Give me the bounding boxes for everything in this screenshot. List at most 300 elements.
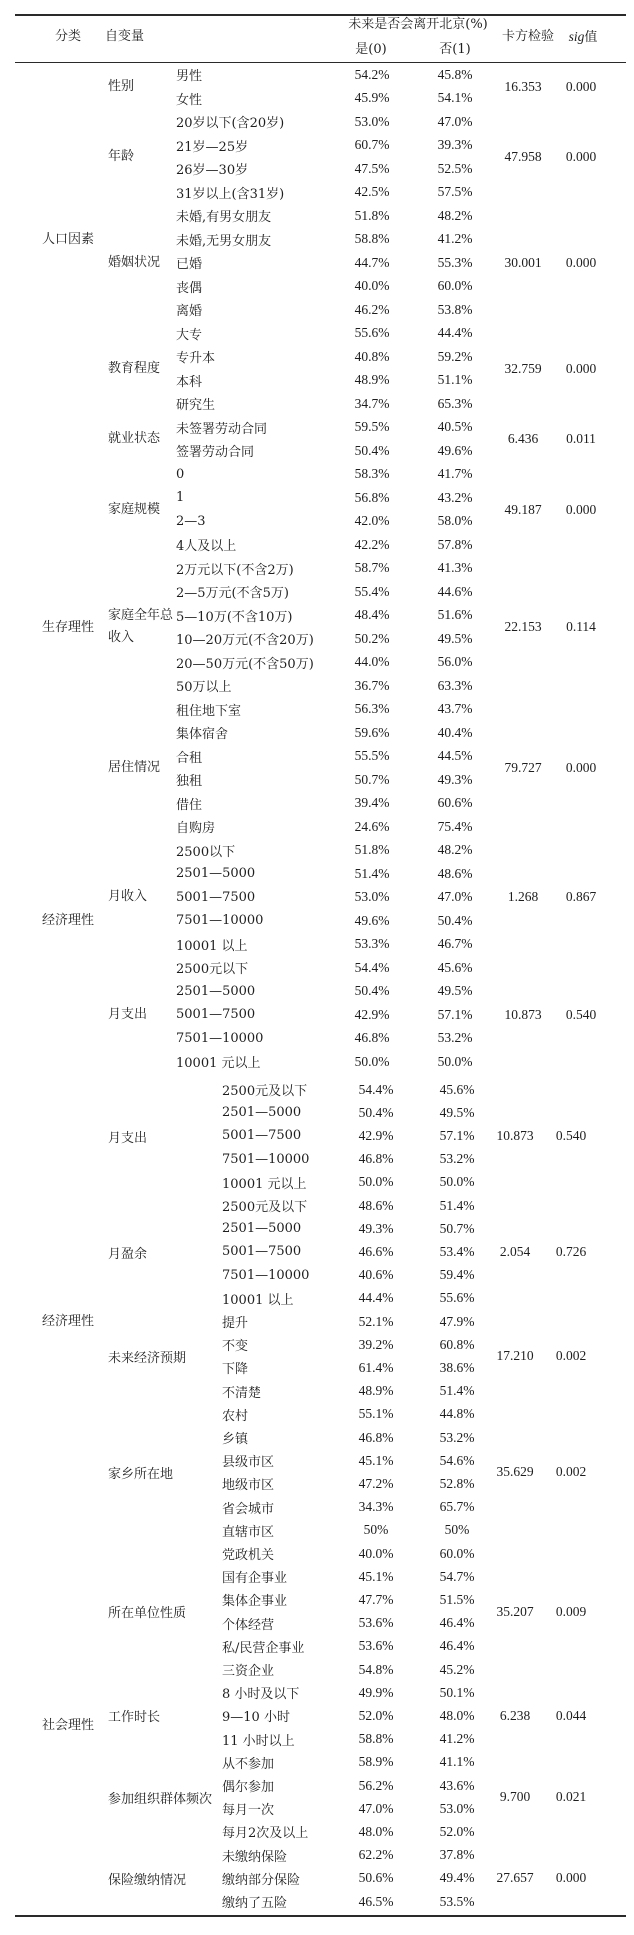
header-sig <box>553 29 613 45</box>
variable-group <box>0 698 634 839</box>
table-row <box>0 1217 634 1240</box>
table-row <box>0 63 634 87</box>
option-label: 未缴纳保险 <box>222 1849 288 1865</box>
leave-no-percent: 51.1% <box>437 372 473 388</box>
chi-square-value: 49.187 <box>504 501 542 517</box>
leave-yes-percent: 47.7% <box>358 1591 394 1607</box>
leave-yes-percent: 49.3% <box>358 1220 394 1236</box>
leave-yes-percent: 61.4% <box>358 1359 394 1375</box>
variable-group <box>0 1844 634 1914</box>
option-label: 11 小时以上 <box>222 1733 295 1749</box>
leave-yes-percent: 53.0% <box>354 889 390 905</box>
leave-no-percent: 39.3% <box>437 137 473 153</box>
option-label: 签署劳动合同 <box>176 445 255 461</box>
sig-value: 0.867 <box>565 889 597 905</box>
option-label: 50万以上 <box>176 680 232 696</box>
option-label: 2万元以下(不含2万) <box>176 562 294 578</box>
table-row <box>0 956 634 980</box>
sig-value: 0.000 <box>565 149 597 164</box>
variable-group <box>0 1078 634 1194</box>
leave-no-percent: 56.0% <box>437 654 473 670</box>
variable-group <box>0 956 634 1074</box>
option-label: 2501—5000 <box>222 1221 302 1237</box>
leave-no-percent: 41.7% <box>437 466 473 482</box>
leave-yes-percent: 51.8% <box>354 207 390 223</box>
leave-no-percent: 50.1% <box>439 1684 475 1700</box>
option-label: 10—20万元(不含20万) <box>176 633 314 649</box>
table-row <box>0 1333 634 1356</box>
option-label: 10001 元以上 <box>176 1056 261 1072</box>
table-row <box>0 1426 634 1449</box>
leave-yes-percent: 58.9% <box>358 1754 394 1770</box>
variable-group <box>0 1542 634 1681</box>
leave-no-percent: 41.2% <box>439 1731 475 1747</box>
table-row <box>0 1171 634 1194</box>
table-row <box>0 839 634 863</box>
table-row <box>0 439 634 463</box>
leave-no-percent: 49.5% <box>437 983 473 999</box>
leave-yes-percent: 40.0% <box>358 1545 394 1561</box>
leave-yes-percent: 47.0% <box>358 1800 394 1816</box>
leave-yes-percent: 56.3% <box>354 701 390 717</box>
option-label: 缴纳了五险 <box>222 1896 288 1912</box>
header-category: 分类 <box>55 29 82 44</box>
leave-no-percent: 43.2% <box>437 489 473 505</box>
leave-yes-percent: 40.0% <box>354 278 390 294</box>
sig-value: 0.540 <box>565 1006 597 1022</box>
leave-no-percent: 48.2% <box>437 207 473 223</box>
table-row <box>0 1148 634 1171</box>
leave-no-percent: 57.5% <box>437 184 473 200</box>
leave-yes-percent: 48.0% <box>358 1823 394 1839</box>
option-label: 5—10万(不含10万) <box>176 609 293 625</box>
option-label: 从不参加 <box>222 1756 275 1772</box>
leave-yes-percent: 55.6% <box>354 325 390 341</box>
leave-yes-percent: 54.8% <box>358 1661 394 1677</box>
table-row <box>0 1101 634 1124</box>
option-label: 10001 元以上 <box>222 1176 307 1192</box>
leave-no-percent: 50.0% <box>437 1053 473 1069</box>
table-row <box>0 1751 634 1774</box>
option-label: 自购房 <box>176 821 216 837</box>
leave-no-percent: 52.5% <box>437 160 473 176</box>
leave-no-percent: 58.0% <box>437 513 473 529</box>
option-label: 未婚,无男女朋友 <box>176 233 272 249</box>
option-label: 独租 <box>176 774 203 790</box>
table-row <box>0 1194 634 1217</box>
table-top-rule <box>15 14 626 16</box>
leave-no-percent: 59.4% <box>439 1267 475 1283</box>
table-row <box>0 627 634 651</box>
option-label: 2500以下 <box>176 844 236 860</box>
leave-no-percent: 57.8% <box>437 536 473 552</box>
leave-no-percent: 49.6% <box>437 442 473 458</box>
sig-value: 0.114 <box>566 619 596 634</box>
leave-yes-percent: 50.2% <box>354 630 390 646</box>
table-row <box>0 1356 634 1379</box>
sig-value: 0.009 <box>555 1603 587 1619</box>
header-variable: 自变量 <box>105 29 145 44</box>
leave-no-percent: 44.4% <box>437 325 473 341</box>
chi-square-value: 9.700 <box>499 1789 531 1805</box>
option-label: 离婚 <box>176 304 203 320</box>
leave-yes-percent: 42.0% <box>354 513 390 529</box>
category-label: 社会理性 <box>42 1718 95 1733</box>
table-row <box>0 87 634 111</box>
table-row <box>0 275 634 299</box>
option-label: 丧偶 <box>176 280 203 296</box>
sig-value: 0.000 <box>565 254 597 270</box>
header-no: 否(1) <box>439 42 471 57</box>
table-row <box>0 862 634 886</box>
leave-no-percent: 43.6% <box>439 1777 475 1793</box>
leave-yes-percent: 56.2% <box>358 1777 394 1793</box>
leave-no-percent: 55.6% <box>439 1290 475 1306</box>
leave-yes-percent: 46.8% <box>354 1030 390 1046</box>
leave-no-percent: 53.2% <box>439 1151 475 1167</box>
leave-yes-percent: 52.1% <box>358 1313 394 1329</box>
chi-square-value: 16.353 <box>504 78 542 94</box>
leave-yes-percent: 59.6% <box>354 724 390 740</box>
leave-yes-percent: 53.6% <box>358 1615 394 1631</box>
leave-yes-percent: 45.9% <box>354 90 390 106</box>
table-row <box>0 1403 634 1426</box>
table-row <box>0 1658 634 1681</box>
table-row <box>0 1287 634 1310</box>
header-sig-suffix: 值 <box>584 30 598 45</box>
table-row <box>0 204 634 228</box>
table-row <box>0 416 634 440</box>
table-row <box>0 1027 634 1051</box>
leave-yes-percent: 54.4% <box>358 1081 394 1097</box>
sig-value: 0.044 <box>555 1707 587 1723</box>
leave-yes-percent: 45.1% <box>358 1568 394 1584</box>
option-label: 26岁—30岁 <box>176 163 249 179</box>
option-label: 本科 <box>176 374 203 390</box>
leave-no-percent: 45.6% <box>437 959 473 975</box>
leave-no-percent: 75.4% <box>437 818 473 834</box>
option-label: 直辖市区 <box>222 1524 275 1540</box>
option-label: 0 <box>176 466 185 482</box>
table-row <box>0 1380 634 1403</box>
category-label: 生存理性 <box>42 620 95 635</box>
option-label: 7501—10000 <box>176 1030 264 1046</box>
leave-yes-percent: 51.8% <box>354 842 390 858</box>
leave-yes-percent: 46.8% <box>358 1429 394 1445</box>
table-section-2 <box>0 1078 634 1913</box>
leave-yes-percent: 48.9% <box>354 372 390 388</box>
option-label: 4人及以上 <box>176 539 237 555</box>
leave-no-percent: 52.0% <box>439 1823 475 1839</box>
leave-yes-percent: 50.7% <box>354 771 390 787</box>
option-label: 提升 <box>222 1316 249 1332</box>
leave-yes-percent: 44.7% <box>354 254 390 270</box>
sig-value: 0.000 <box>565 760 597 775</box>
table-row <box>0 580 634 604</box>
leave-no-percent: 65.7% <box>439 1499 475 1515</box>
option-label: 8 小时及以下 <box>222 1687 300 1703</box>
leave-yes-percent: 58.8% <box>354 231 390 247</box>
option-label: 不清楚 <box>222 1385 262 1401</box>
option-label: 研究生 <box>176 398 216 414</box>
option-label: 每月2次及以上 <box>222 1826 309 1842</box>
leave-no-percent: 60.0% <box>437 278 473 294</box>
chi-square-value: 17.210 <box>496 1348 534 1364</box>
option-label: 1 <box>176 490 185 506</box>
leave-no-percent: 47.0% <box>437 113 473 129</box>
leave-no-percent: 53.2% <box>439 1429 475 1445</box>
table-row <box>0 980 634 1004</box>
option-label: 2500元及以下 <box>222 1084 308 1100</box>
table-row <box>0 1496 634 1519</box>
variable-group <box>0 1194 634 1310</box>
leave-yes-percent: 34.7% <box>354 395 390 411</box>
leave-no-percent: 45.2% <box>439 1661 475 1677</box>
table-row <box>0 1264 634 1287</box>
sig-value: 0.540 <box>555 1128 587 1143</box>
table-row <box>0 392 634 416</box>
leave-yes-percent: 53.6% <box>358 1638 394 1654</box>
leave-no-percent: 60.8% <box>439 1336 475 1352</box>
leave-yes-percent: 62.2% <box>358 1847 394 1863</box>
sig-value: 0.726 <box>555 1244 587 1259</box>
leave-yes-percent: 42.9% <box>358 1127 394 1143</box>
table-row <box>0 110 634 134</box>
table-row <box>0 1612 634 1635</box>
leave-no-percent: 51.4% <box>439 1383 475 1399</box>
option-label: 集体宿舍 <box>176 727 229 743</box>
leave-yes-percent: 39.2% <box>358 1336 394 1352</box>
leave-yes-percent: 50.6% <box>358 1870 394 1886</box>
leave-no-percent: 41.2% <box>437 231 473 247</box>
chi-square-value: 47.958 <box>504 149 542 164</box>
table-row <box>0 698 634 722</box>
table-row <box>0 1003 634 1027</box>
table-row <box>0 510 634 534</box>
leave-yes-percent: 50.0% <box>358 1174 394 1190</box>
option-label: 大专 <box>176 327 203 343</box>
variable-label: 居住情况 <box>108 760 161 775</box>
leave-no-percent: 55.3% <box>437 254 473 270</box>
option-label: 5001—7500 <box>222 1244 302 1260</box>
chi-square-value: 22.153 <box>504 619 542 634</box>
option-label: 缴纳部分保险 <box>222 1872 301 1888</box>
header-chi-square: 卡方检验 <box>501 29 554 44</box>
variable-group <box>0 557 634 698</box>
leave-no-percent: 60.0% <box>439 1545 475 1561</box>
leave-yes-percent: 50.0% <box>354 1053 390 1069</box>
table-row <box>0 463 634 487</box>
leave-no-percent: 43.7% <box>437 701 473 717</box>
option-label: 20岁以下(含20岁) <box>176 116 285 132</box>
leave-yes-percent: 49.9% <box>358 1684 394 1700</box>
leave-no-percent: 65.3% <box>437 395 473 411</box>
leave-yes-percent: 53.3% <box>354 936 390 952</box>
table-row <box>0 1542 634 1565</box>
table-row <box>0 674 634 698</box>
table-row <box>0 1565 634 1588</box>
variable-label: 工作时长 <box>108 1710 161 1726</box>
variable-label: 就业状态 <box>108 431 161 446</box>
sig-value: 0.000 <box>565 360 597 376</box>
sig-value: 0.000 <box>565 78 597 94</box>
leave-no-percent: 50.0% <box>439 1174 475 1190</box>
table-row <box>0 933 634 957</box>
leave-yes-percent: 40.8% <box>354 348 390 364</box>
option-label: 集体企事业 <box>222 1594 288 1610</box>
variable-group <box>0 63 634 110</box>
category-label: 人口因素 <box>42 232 95 247</box>
leave-no-percent: 48.2% <box>437 842 473 858</box>
leave-no-percent: 41.3% <box>437 560 473 576</box>
leave-yes-percent: 49.6% <box>354 912 390 928</box>
table-row <box>0 298 634 322</box>
leave-yes-percent: 58.7% <box>354 560 390 576</box>
table-row <box>0 1588 634 1611</box>
leave-yes-percent: 42.9% <box>354 1006 390 1022</box>
leave-no-percent: 51.6% <box>437 607 473 623</box>
leave-no-percent: 46.7% <box>437 936 473 952</box>
leave-no-percent: 40.4% <box>437 724 473 740</box>
leave-no-percent: 41.1% <box>439 1754 475 1770</box>
option-label: 每月一次 <box>222 1803 275 1819</box>
leave-yes-percent: 42.2% <box>354 536 390 552</box>
leave-no-percent: 47.9% <box>439 1313 475 1329</box>
option-label: 国有企事业 <box>222 1571 288 1587</box>
leave-yes-percent: 46.2% <box>354 301 390 317</box>
sig-value: 0.000 <box>565 501 597 517</box>
category-label: 经济理性 <box>42 1314 95 1329</box>
option-label: 7501—10000 <box>176 913 264 929</box>
leave-no-percent: 49.3% <box>437 771 473 787</box>
variable-label: 月支出 <box>108 1006 148 1022</box>
option-label: 下降 <box>222 1362 249 1378</box>
table-row <box>0 1078 634 1101</box>
option-label: 2—3 <box>176 513 206 529</box>
table-row <box>0 1635 634 1658</box>
option-label: 2501—5000 <box>176 866 256 882</box>
leave-yes-percent: 54.2% <box>354 66 390 82</box>
leave-no-percent: 53.5% <box>439 1893 475 1909</box>
table-row <box>0 251 634 275</box>
table-row <box>0 1681 634 1704</box>
table-row <box>0 134 634 158</box>
leave-no-percent: 52.8% <box>439 1475 475 1491</box>
leave-yes-percent: 45.1% <box>358 1452 394 1468</box>
option-label: 私/民营企事业 <box>222 1640 305 1656</box>
table-row <box>0 721 634 745</box>
option-label: 农村 <box>222 1408 249 1424</box>
variable-label: 所在单位性质 <box>108 1606 187 1622</box>
variable-group <box>0 322 634 416</box>
table-row <box>0 745 634 769</box>
table-row <box>0 322 634 346</box>
table-row <box>0 1240 634 1263</box>
leave-yes-percent: 55.1% <box>358 1406 394 1422</box>
leave-no-percent: 48.6% <box>437 865 473 881</box>
table-bottom-rule <box>15 1915 626 1917</box>
variable-group <box>0 839 634 957</box>
option-label: 20—50万元(不含50万) <box>176 656 314 672</box>
header-question: 未来是否会离开北京(%) <box>348 17 488 32</box>
table-row <box>0 886 634 910</box>
chi-square-value: 32.759 <box>504 360 542 376</box>
table-row <box>0 909 634 933</box>
table-row <box>0 1774 634 1797</box>
table-row <box>0 792 634 816</box>
option-label: 地级市区 <box>222 1478 275 1494</box>
sig-value: 0.011 <box>566 431 596 446</box>
leave-yes-percent: 46.5% <box>358 1893 394 1909</box>
chi-square-value: 10.873 <box>504 1006 542 1022</box>
option-label: 7501—10000 <box>222 1267 310 1283</box>
table-row <box>0 1449 634 1472</box>
option-label: 省会城市 <box>222 1501 275 1517</box>
leave-no-percent: 44.8% <box>439 1406 475 1422</box>
leave-no-percent: 53.8% <box>437 301 473 317</box>
table-row <box>0 557 634 581</box>
option-label: 2500元及以下 <box>222 1200 308 1216</box>
table-section-1 <box>0 63 634 1074</box>
option-label: 三资企业 <box>222 1664 275 1680</box>
leave-no-percent: 48.0% <box>439 1707 475 1723</box>
variable-label: 家庭全年总收入 <box>108 608 174 645</box>
option-label: 10001 以上 <box>222 1292 294 1308</box>
leave-yes-percent: 48.9% <box>358 1383 394 1399</box>
leave-no-percent: 50.4% <box>437 912 473 928</box>
table-row <box>0 1867 634 1890</box>
option-label: 专升本 <box>176 351 216 367</box>
option-label: 5001—7500 <box>176 889 256 905</box>
leave-no-percent: 45.6% <box>439 1081 475 1097</box>
table-row <box>0 1519 634 1542</box>
leave-yes-percent: 53.0% <box>354 113 390 129</box>
variable-group <box>0 1681 634 1751</box>
table-row <box>0 1704 634 1727</box>
leave-no-percent: 51.4% <box>439 1197 475 1213</box>
table-row <box>0 369 634 393</box>
leave-no-percent: 54.7% <box>439 1568 475 1584</box>
option-label: 2500元以下 <box>176 962 249 978</box>
option-label: 2—5万元(不含5万) <box>176 586 289 602</box>
leave-yes-percent: 60.7% <box>354 137 390 153</box>
table-row <box>0 768 634 792</box>
leave-yes-percent: 46.8% <box>358 1151 394 1167</box>
variable-label: 性别 <box>108 78 135 94</box>
variable-label: 未来经济预期 <box>108 1350 187 1366</box>
option-label: 5001—7500 <box>176 1007 256 1023</box>
variable-label: 婚姻状况 <box>108 254 161 270</box>
leave-yes-percent: 40.6% <box>358 1267 394 1283</box>
variable-group <box>0 1403 634 1542</box>
leave-yes-percent: 47.2% <box>358 1475 394 1491</box>
leave-no-percent: 54.1% <box>437 90 473 106</box>
chi-square-value: 2.054 <box>499 1244 531 1259</box>
table-row <box>0 533 634 557</box>
variable-label: 家庭规模 <box>108 501 161 517</box>
leave-yes-percent: 58.3% <box>354 466 390 482</box>
option-label: 9—10 小时 <box>222 1710 290 1726</box>
leave-yes-percent: 24.6% <box>354 818 390 834</box>
chi-square-value: 35.629 <box>496 1464 534 1480</box>
table-row <box>0 157 634 181</box>
table-row <box>0 1050 634 1074</box>
leave-no-percent: 44.5% <box>437 748 473 764</box>
table-row <box>0 1844 634 1867</box>
table-row <box>0 1797 634 1820</box>
leave-yes-percent: 54.4% <box>354 959 390 975</box>
table-row <box>0 345 634 369</box>
